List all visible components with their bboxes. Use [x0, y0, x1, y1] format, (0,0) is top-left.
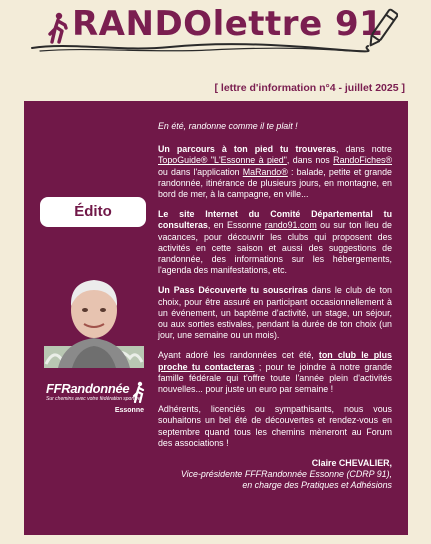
- signature-role-1: Vice-présidente FFFRandonnée Essonne (CDRP 91),: [180, 469, 392, 480]
- p2-text-2: ou sur ton lieu de vacances, pour découvrir les clubs qui proposent des activités en cette saison et aussi des suggestions de randonnée, des informations sur les hébergements, l'agenda des manifestations, etc.: [158, 220, 392, 276]
- paragraph-wishes: Adhérents, licenciés ou sympathisants, nous vous souhaitons un bel été de découvertes et rendez-vous en septembre quand tous les chemins mèneront au Forum des associations !: [158, 404, 392, 448]
- marando-link[interactable]: MaRando®: [242, 166, 288, 177]
- p1-text-1: , dans notre: [335, 144, 392, 155]
- ffr-tagline: Sur chemins avec votre fédération sportive: [46, 396, 141, 402]
- topoguide-link[interactable]: TopoGuide® "L'Essonne à pied": [158, 155, 287, 166]
- masthead: [0, 0, 431, 62]
- pen-icon: [366, 6, 398, 52]
- club-link[interactable]: ton club le plus proche tu contacteras: [158, 350, 392, 372]
- editorial-panel: [24, 101, 408, 535]
- intro-line: En été, randonne comme il te plait !: [158, 121, 298, 131]
- author-portrait: [44, 268, 144, 368]
- ffr-brand-name: FFRandonnée: [46, 381, 130, 396]
- edito-badge: Édito: [40, 197, 146, 227]
- signature-name: Claire CHEVALIER,: [311, 458, 392, 469]
- ffr-hiker-icon: [132, 381, 146, 403]
- p3-text-1: dans le club de ton choix, pour être assuré en participant occasionnellement à un événement, un baptême d'activité, un stage, un séjour, ou aux sorties estivales, pendant la durée de ton choix (un jour, une semaine ou un mois).: [158, 285, 392, 341]
- paragraph-club: [158, 350, 392, 395]
- p2-text-1: , en Essonne: [207, 220, 265, 231]
- underline-squiggle: [30, 38, 370, 56]
- p2-lead: Le site Internet du Comité Départemental tu consulteras: [158, 209, 392, 231]
- issue-info: [ lettre d'information n°4 - juillet 2025 ]: [214, 82, 405, 94]
- signature: [158, 458, 392, 492]
- paragraph-pass: [158, 285, 392, 341]
- paragraph-parcours: [158, 144, 392, 200]
- ffr-region: Essonne: [114, 407, 144, 414]
- p1-text-4: : balade, petite et grande randonnée, itinérance de plusieurs jours, en montagne, en bord de mer, à la campagne, en ville...: [158, 166, 392, 200]
- p1-text-3: ou dans l'application: [158, 166, 243, 177]
- rando91-link[interactable]: rando91.com: [264, 220, 317, 231]
- p4-text-2: ; pour te joindre à notre grande famille fédérale qui t'offre toute l'année plein d'activités nouvelles... pour juste un euro par semaine !: [158, 361, 392, 395]
- p1-text-2: , dans nos: [286, 155, 334, 166]
- p3-lead: Un Pass Découverte tu souscriras: [158, 285, 308, 296]
- p1-lead: Un parcours à ton pied tu trouveras: [158, 144, 336, 155]
- p4-text-1: Ayant adoré les randonnées cet été,: [158, 350, 319, 361]
- editorial-text: [158, 121, 392, 492]
- ffrandonnee-logo: [44, 381, 148, 417]
- randofiches-link[interactable]: RandoFiches®: [333, 155, 392, 166]
- paragraph-site: [158, 209, 392, 276]
- signature-role-2: en charge des Pratiques et Adhésions: [242, 480, 392, 491]
- newsletter-title: RANDOlettre 91: [72, 4, 384, 44]
